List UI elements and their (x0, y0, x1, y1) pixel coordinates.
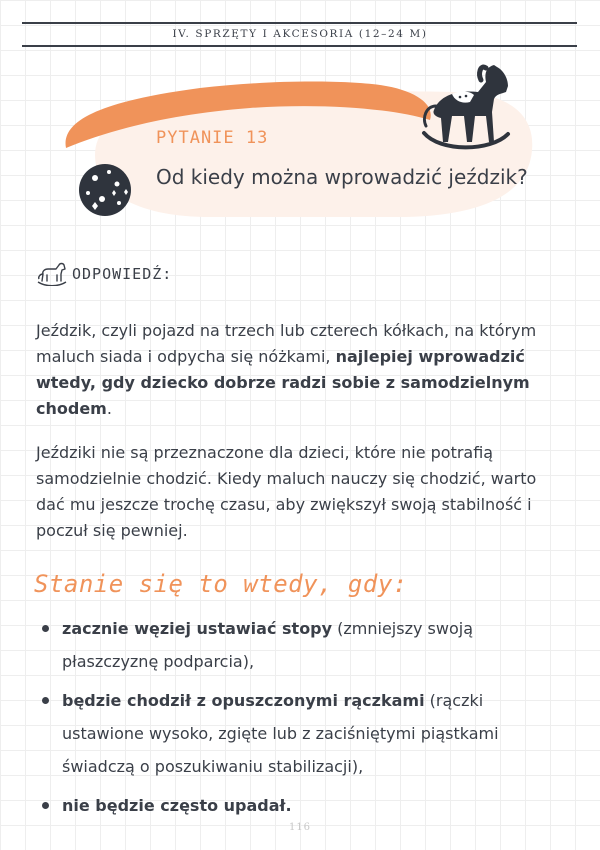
question-text: Od kiedy można wprowadzić jeździk? (156, 165, 528, 189)
question-banner (0, 0, 600, 240)
page-number: 116 (288, 822, 312, 833)
list-item-bold: będzie chodził z opuszczonymi rączkami (62, 691, 425, 710)
paragraph-1-text: Jeździk, czyli pojazd na trzech lub czterech kółkach, na którym maluch siada i odpycha się nóżkami, (36, 321, 537, 366)
list-item (36, 612, 566, 678)
list-item-bold: nie będzie często upadał. (62, 796, 292, 815)
question-label: PYTANIE 13 (156, 128, 269, 148)
rocking-horse-outline-icon (36, 262, 68, 286)
answer-paragraph-1 (36, 318, 566, 422)
list-item-rest: (rączki ustawione wysoko, zgięte lub z zaciśniętymi piąstkami świadczą o poszukiwaniu stabilizacji), (62, 691, 499, 776)
answer-label: ODPOWIEDŹ: (72, 265, 173, 283)
conditions-list (36, 612, 566, 828)
bullet-dot (42, 697, 49, 704)
conditions-heading: Stanie się to wtedy, gdy: (34, 570, 408, 598)
list-item (36, 684, 566, 783)
list-item (36, 789, 566, 822)
pattern-circle-icon (79, 164, 131, 216)
answer-paragraph-2: Jeździki nie są przeznaczone dla dzieci, które nie potrafią samodzielnie chodzić. Kiedy maluch nauczy się chodzić, warto dać mu jeszcze trochę czasu, aby zwiększył swoją stabilność i poczuł się pewniej. (36, 443, 537, 540)
section-title: IV. SPRZĘTY I AKCESORIA (12–24 M) (172, 28, 428, 40)
bullet-dot (42, 802, 49, 809)
paragraph-1-end: . (106, 399, 112, 418)
list-item-rest: (zmniejszy swoją płaszczyznę podparcia), (62, 619, 473, 671)
list-item-bold: zacznie węziej ustawiać stopy (62, 619, 333, 638)
bullet-dot (42, 625, 49, 632)
paragraph-1-bold: najlepiej wprowadzić wtedy, gdy dziecko dobrze radzi sobie z samodzielnym chodem (36, 347, 530, 418)
